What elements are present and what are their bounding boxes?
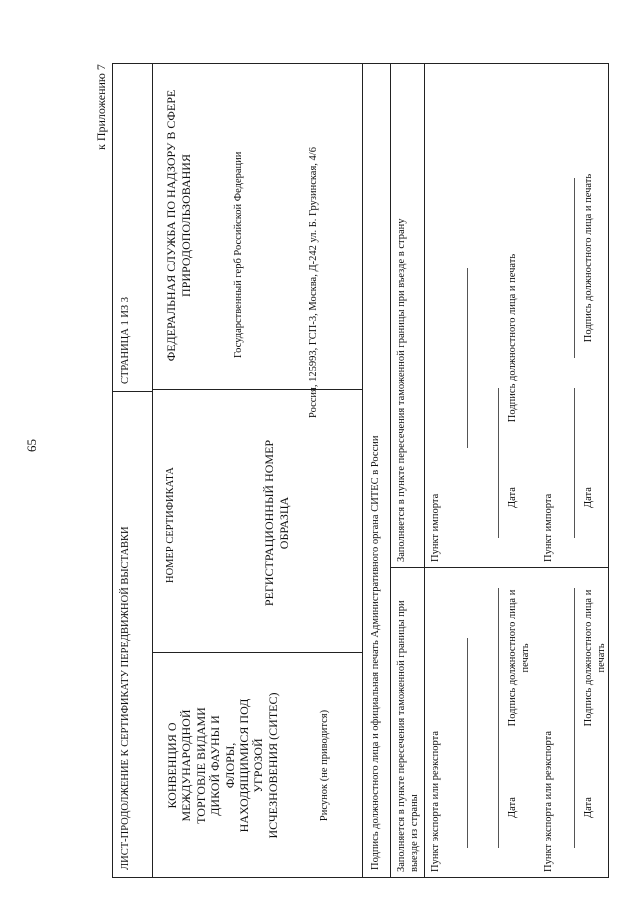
signature-label: Подпись должностного лица и печать [507,253,518,423]
entry-header: Заполняется в пункте пересечения таможенной границы при въезде в страну [396,218,407,562]
signature-label: Подпись должностного лица и печать [583,173,594,343]
page-number: 65 [24,439,39,452]
divider [390,63,391,878]
divider [112,391,152,392]
date-label: Дата [583,797,594,818]
signature-label: Подпись должностного лица и печать [583,589,608,727]
date-label: Дата [507,797,518,818]
divider [152,389,362,390]
import-point-label: Пункт импорта [430,493,441,562]
registration-label: РЕГИСТРАЦИОННЫЙ НОМЕР ОБРАЗЦА [262,439,291,607]
export-point-label: Пункт экспорта или реэкспорта [543,731,554,872]
appendix-reference: к Приложению 7 [94,64,108,150]
address: Россия, 125993, ГСП-3, Москва, Д-242 ул. Б. Грузинская, 4/6 [308,147,319,418]
divider [390,567,609,568]
page-count: СТРАНИЦА 1 ИЗ 3 [120,296,131,384]
import-point-label: Пункт импорта [543,493,554,562]
exit-header: Заполняется в пункте пересечения таможенной границы при выезде из страны [396,600,421,872]
signature-row: Подпись должностного лица и официальная печать Административного органа СИТЕС в России [370,435,381,870]
certificate-number-label: НОМЕР СЕРТИФИКАТА [165,467,176,583]
agency-title: ФЕДЕРАЛЬНАЯ СЛУЖБА ПО НАДЗОРУ В СФЕРЕ ПРИРОДОПОЛЬЗОВАНИЯ [164,89,193,362]
signature-label: Подпись должностного лица и печать [507,589,532,727]
convention-title: КОНВЕНЦИЯ О МЕЖДУНАРОДНОЙ ТОРГОВЛЕ ВИДАМИ ДИКОЙ ФАУНЫ И ФЛОРЫ, НАХОДЯЩИМИСЯ ПОД УГРОЗОЙ ИСЧЕЗНОВЕНИЯ (СИТЕС) [165,692,280,839]
divider [424,63,425,878]
picture-note: Рисунок (не приводится) [319,709,330,822]
cites-continuation-form [112,63,609,878]
export-point-label: Пункт экспорта или реэкспорта [430,731,441,872]
divider [152,63,153,878]
date-label: Дата [583,487,594,508]
form-title: ЛИСТ-ПРОДОЛЖЕНИЕ К СЕРТИФИКАТУ ПЕРЕДВИЖНОЙ ВЫСТАВКИ [120,526,131,870]
divider [362,63,363,878]
date-label: Дата [507,487,518,508]
coat-of-arms: Государственный герб Российской Федерации [233,151,244,358]
